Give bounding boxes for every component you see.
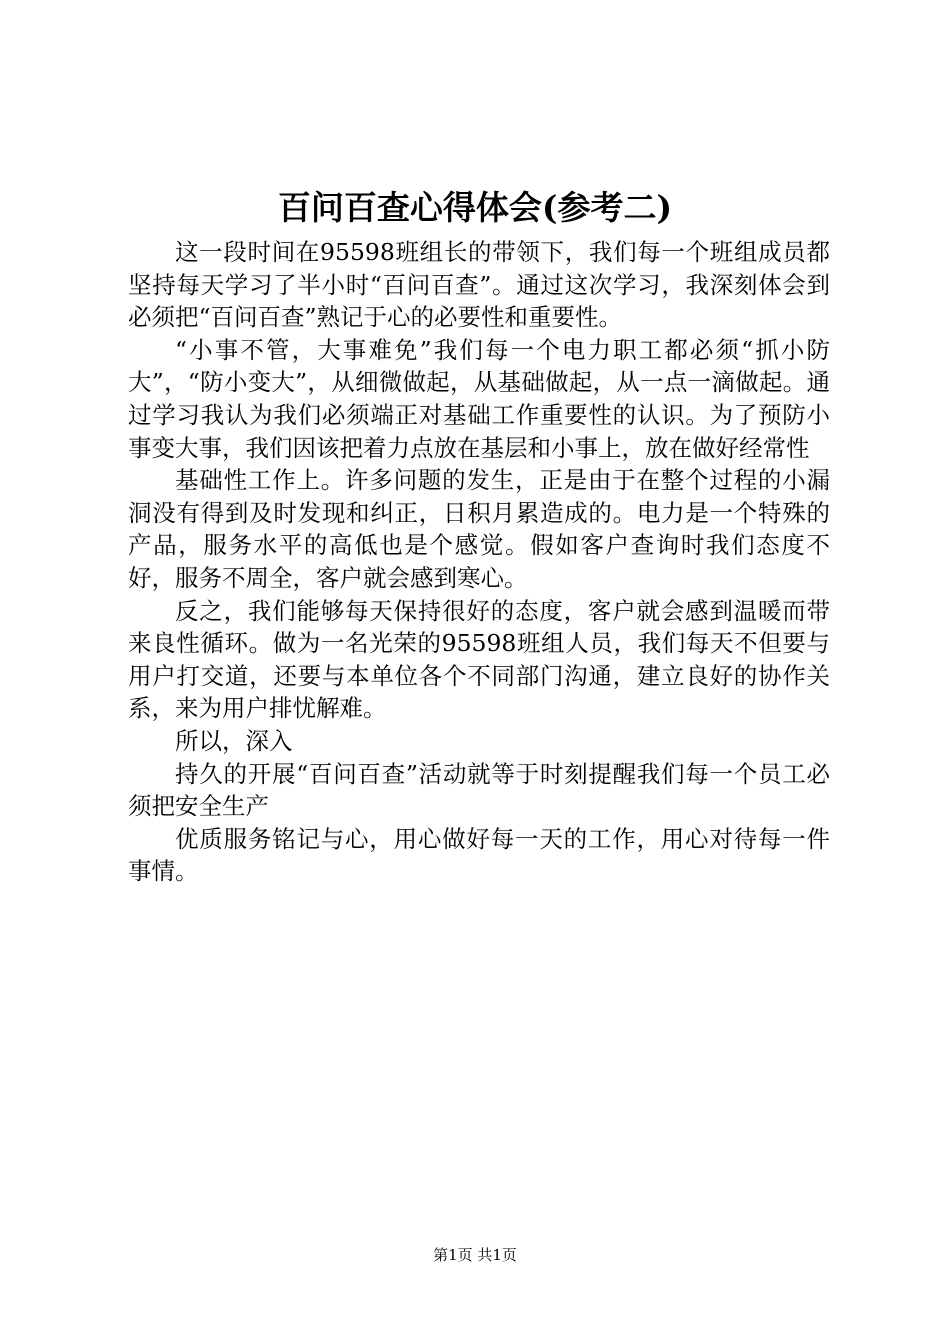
paragraph: 优质服务铭记与心，用心做好每一天的工作，用心对待每一件事情。 xyxy=(128,824,830,886)
document-title: 百问百查心得体会(参考二) xyxy=(277,188,673,227)
paragraph: “小事不管，大事难免”我们每一个电力职工都必须“抓小防大”，“防小变大”，从细微做起，从基础做起，从一点一滴做起。通过学习我认为我们必须端正对基础工作重要性的认识。为了预防小事变大事，我们因该把着力点放在基层和小事上，放在做好经常性 xyxy=(128,335,830,462)
paragraph: 所以，深入 xyxy=(175,726,293,755)
document-body xyxy=(128,236,830,888)
page-footer: 第1页 共1页 xyxy=(433,1246,517,1264)
paragraph: 基础性工作上。许多问题的发生，正是由于在整个过程的小漏洞没有得到及时发现和纠正，日积月累造成的。电力是一个特殊的产品，服务水平的高低也是个感觉。假如客户查询时我们态度不好，服务不周全，客户就会感到寒心。 xyxy=(128,466,830,592)
paragraph: 反之，我们能够每天保持很好的态度，客户就会感到温暖而带来良性循环。做为一名光荣的95598班组人员，我们每天不但要与用户打交道，还要与本单位各个不同部门沟通，建立良好的协作关系，来为用户排忧解难。 xyxy=(128,596,830,723)
paragraph: 持久的开展“百问百查”活动就等于时刻提醒我们每一个员工必须把安全生产 xyxy=(128,759,830,821)
paragraph: 这一段时间在95598班组长的带领下，我们每一个班组成员都坚持每天学习了半小时“百问百查”。通过这次学习，我深刻体会到必须把“百问百查”熟记于心的必要性和重要性。 xyxy=(128,238,830,332)
